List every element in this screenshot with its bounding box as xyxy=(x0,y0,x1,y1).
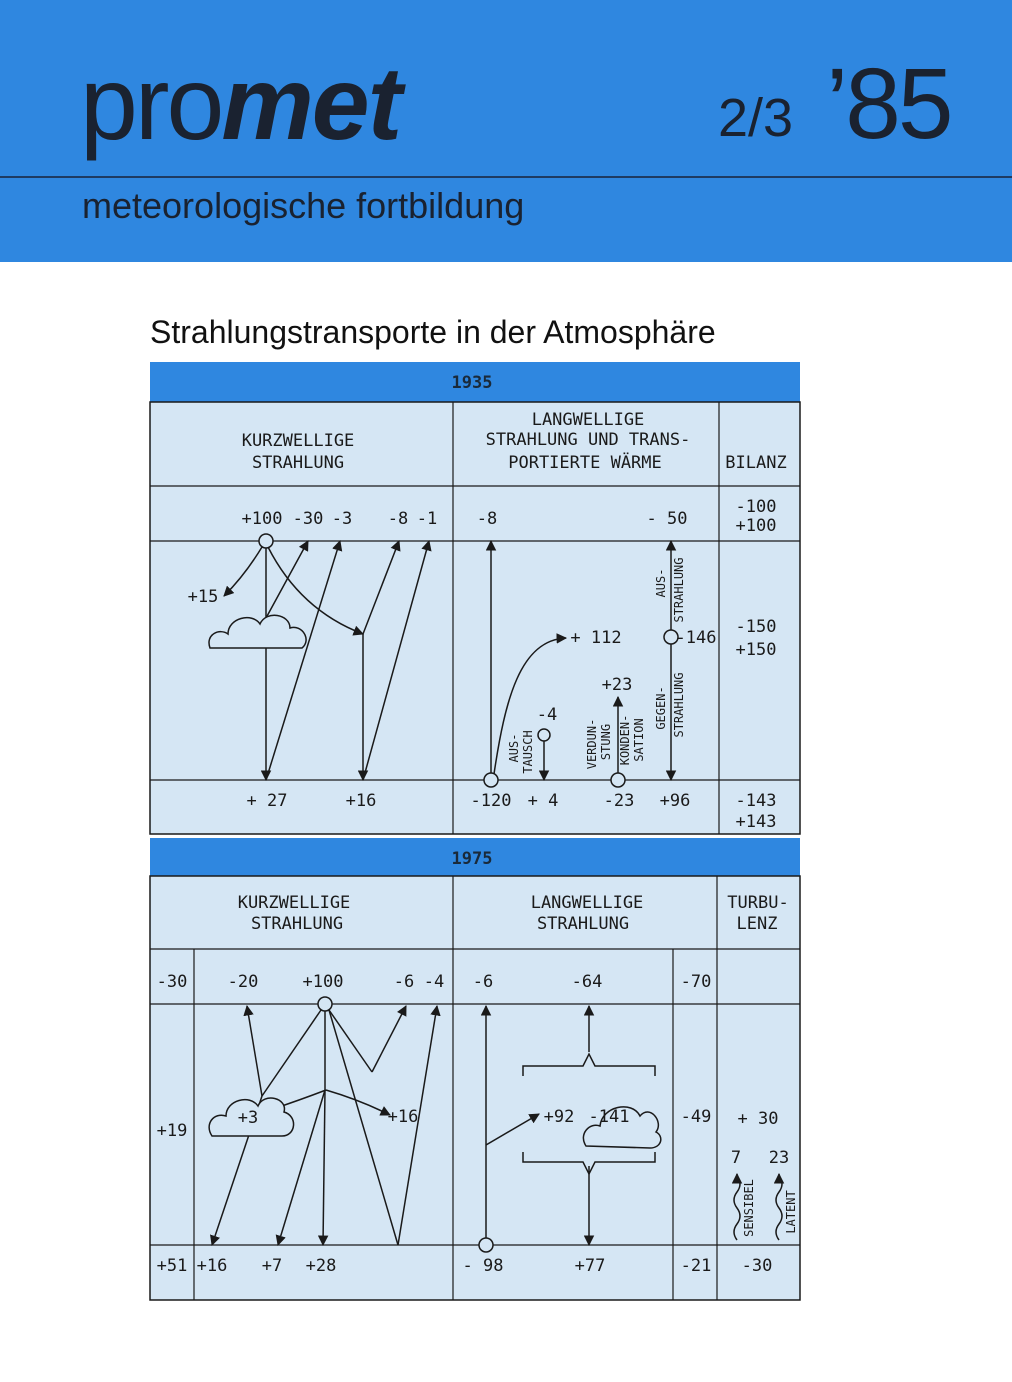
issue-year: ’85 xyxy=(826,48,951,160)
top-value: -4 xyxy=(423,972,445,992)
vlabel-aus: AUS- xyxy=(654,568,668,598)
top-value: -6 xyxy=(393,972,415,992)
col3-header-line2: LENZ xyxy=(736,914,778,934)
col2-header-line1: LANGWELLIGE xyxy=(530,893,644,913)
top-value: -8 xyxy=(387,509,409,529)
bottom-value: +96 xyxy=(659,791,691,811)
balance-middle-2: +150 xyxy=(735,640,777,660)
evaporation-circle xyxy=(611,773,625,787)
col3-header: BILANZ xyxy=(725,453,787,473)
col2-header-line2: STRAHLUNG xyxy=(536,914,630,934)
label-turb-30: + 30 xyxy=(737,1109,779,1129)
col2-header-line1: LANGWELLIGE xyxy=(531,410,645,430)
band-1935-label: 1935 xyxy=(451,373,493,393)
top-value: -8 xyxy=(476,509,498,529)
label-19: +19 xyxy=(156,1121,188,1141)
label-141: -141 xyxy=(588,1107,630,1127)
col1-header-line2: STRAHLUNG xyxy=(251,453,345,473)
label-23: 23 xyxy=(768,1148,790,1168)
panel-1975-bg xyxy=(150,876,800,1300)
bottom-value: -21 xyxy=(680,1256,712,1276)
vlabel-strahlung: STRAHLUNG xyxy=(672,557,686,623)
bottom-value: + 4 xyxy=(527,791,559,811)
bottom-value: -120 xyxy=(470,791,512,811)
top-value: -3 xyxy=(331,509,353,529)
top-value: -70 xyxy=(680,972,712,992)
bottom-value: +28 xyxy=(305,1256,337,1276)
panel-1935 xyxy=(150,362,800,834)
col1-header-line1: KURZWELLIGE xyxy=(241,431,355,451)
vlabel-kondensation-1: KONDEN- xyxy=(618,714,632,766)
balance-bottom-2: +143 xyxy=(735,812,777,832)
logo-bold-text: met xyxy=(221,46,401,162)
exchange-circle xyxy=(538,729,550,741)
top-value: -1 xyxy=(416,509,438,529)
col2-header-line3: PORTIERTE WÄRME xyxy=(508,453,662,473)
bottom-value: - 98 xyxy=(462,1256,504,1276)
vlabel-kondensation-2: SATION xyxy=(632,718,646,762)
bottom-value: +7 xyxy=(261,1256,283,1276)
vlabel-austausch-2: TAUSCH xyxy=(521,730,535,774)
balance-middle-1: -150 xyxy=(735,617,777,637)
vlabel-gegen: GEGEN- xyxy=(654,686,668,730)
label-112: + 112 xyxy=(570,628,622,648)
vlabel-verdunstung-1: VERDUN- xyxy=(585,718,599,770)
bottom-value: + 27 xyxy=(246,791,288,811)
label-3: +3 xyxy=(237,1108,259,1128)
col3-header-line1: TURBU- xyxy=(727,893,789,913)
source-circle xyxy=(318,997,332,1011)
band-1975-label: 1975 xyxy=(451,849,493,869)
top-value: +100 xyxy=(302,972,344,992)
balance-top-2: +100 xyxy=(735,516,777,536)
top-value: -20 xyxy=(227,972,259,992)
label-16: +16 xyxy=(387,1107,419,1127)
top-value: -30 xyxy=(156,972,188,992)
label-7: 7 xyxy=(730,1148,742,1168)
label-15: +15 xyxy=(187,587,219,607)
top-value: -30 xyxy=(292,509,324,529)
bottom-value: -23 xyxy=(603,791,635,811)
figure-title: Strahlungstransporte in der Atmosphäre xyxy=(150,314,716,350)
logo-light-text: pro xyxy=(80,46,222,162)
top-value: -6 xyxy=(472,972,494,992)
label-49: -49 xyxy=(680,1107,712,1127)
col1-header-line2: STRAHLUNG xyxy=(250,914,344,934)
vlabel-sensibel: SENSIBEL xyxy=(742,1179,756,1237)
top-value: -64 xyxy=(571,972,603,992)
bottom-value: -30 xyxy=(741,1256,773,1276)
vlabel-latent: LATENT xyxy=(784,1190,798,1234)
top-value: +100 xyxy=(241,509,283,529)
source-circle xyxy=(259,534,273,548)
ground-circle xyxy=(479,1238,493,1252)
label-23: +23 xyxy=(601,675,633,695)
ground-circle xyxy=(484,773,498,787)
label-92: +92 xyxy=(543,1107,575,1127)
vlabel-verdunstung-2: STUNG xyxy=(599,723,613,761)
bottom-value: +51 xyxy=(156,1256,188,1276)
subtitle: meteorologische fortbildung xyxy=(82,185,525,226)
bottom-value: +77 xyxy=(574,1256,606,1276)
vlabel-strahlung-2: STRAHLUNG xyxy=(672,672,686,738)
label-146: -146 xyxy=(675,628,717,648)
issue-number: 2/3 xyxy=(718,88,794,148)
vlabel-austausch-1: AUS- xyxy=(507,733,521,763)
top-value: - 50 xyxy=(646,509,688,529)
panel-1975 xyxy=(150,838,800,1300)
col2-header-line2: STRAHLUNG UND TRANS- xyxy=(485,430,691,450)
balance-bottom-1: -143 xyxy=(735,791,777,811)
label-minus-4: -4 xyxy=(536,705,558,725)
balance-top-1: -100 xyxy=(735,497,777,517)
bottom-value: +16 xyxy=(345,791,377,811)
col1-header-line1: KURZWELLIGE xyxy=(237,893,351,913)
bottom-value: +16 xyxy=(196,1256,228,1276)
